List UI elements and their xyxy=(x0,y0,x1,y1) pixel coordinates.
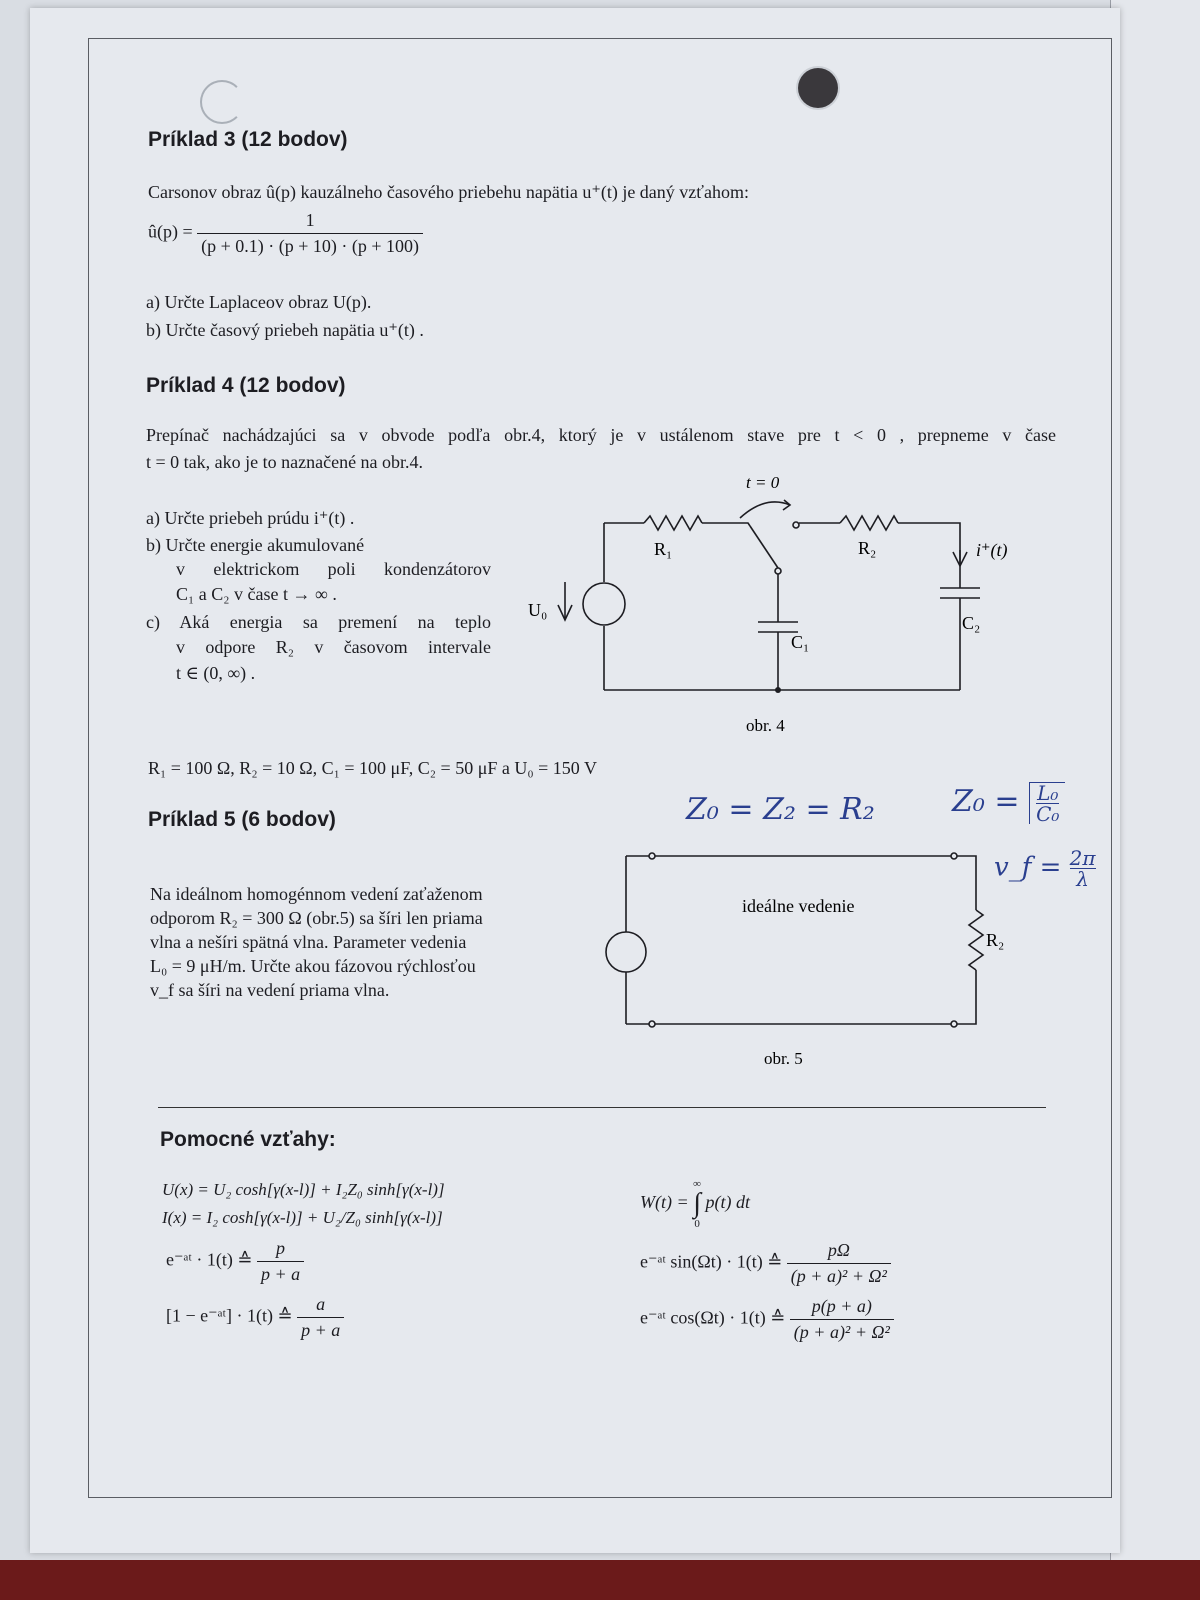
problem-4-values: R₁ = 100 Ω, R₂ = 10 Ω, C₁ = 100 μF, C₂ = 50 μF a U₀ = 150 V xyxy=(148,758,597,778)
aux-formula-exp xyxy=(166,1238,304,1285)
formula-fraction xyxy=(197,210,423,257)
aux-formula-voltage: U(x) = U₂ cosh[γ(x-l)] + I₂Z₀ sinh[γ(x-l)] xyxy=(162,1180,445,1199)
problem-5-text-line5: v_f sa šíri na vedení priama vlna. xyxy=(150,980,390,1000)
aux-f4-lhs: [1 − e⁻ᵃᵗ] · 1(t) ≙ xyxy=(166,1305,293,1326)
problem-4-task-c-line1: c) Aká energia sa premení na teplo xyxy=(146,612,491,632)
next-sheet-edge xyxy=(1110,0,1200,1560)
terminal xyxy=(951,853,957,859)
handwritten-eq-vf-num: 2π xyxy=(1069,846,1096,870)
handwritten-eq-vf-lhs: v_f = xyxy=(994,852,1062,883)
label-c1: C₁ xyxy=(791,632,810,652)
wire-top-mid xyxy=(702,523,750,526)
line-label: ideálne vedenie xyxy=(742,896,855,916)
load-wire-top xyxy=(954,856,976,910)
problem-4-task-c-line3: t ∈ (0, ∞) . xyxy=(176,663,256,683)
problem-5-text-line2: odporom R₂ = 300 Ω (obr.5) sa šíri len priama xyxy=(150,908,483,928)
problem-4-task-b-line2: v elektrickom poli kondenzátorov xyxy=(176,559,491,579)
load-wire-bottom xyxy=(954,970,976,1024)
circuit-figure-5 xyxy=(590,840,1030,1080)
handwritten-eq-vf xyxy=(994,848,1096,889)
problem-3-heading: Príklad 3 (12 bodov) xyxy=(148,128,348,151)
voltage-source-u0 xyxy=(583,583,625,625)
capacitor-c2 xyxy=(940,588,980,598)
resistor-r2-load xyxy=(969,910,983,970)
aux-f6-lhs: e⁻ᵃᵗ sin(Ωt) · 1(t) ≙ xyxy=(640,1251,783,1272)
aux-f5-lower: 0 xyxy=(694,1218,700,1230)
aux-f3-fraction xyxy=(257,1238,304,1285)
formula-numerator: 1 xyxy=(305,210,315,230)
problem-4-task-b-line1: b) Určte energie akumulované xyxy=(146,535,365,555)
terminal xyxy=(649,853,655,859)
source-circle xyxy=(606,932,646,972)
terminal xyxy=(951,1021,957,1027)
handwritten-eq-z0-num: L₀ xyxy=(1037,781,1059,805)
label-current: i⁺(t) xyxy=(976,540,1008,560)
integral-sign-icon: ∫ xyxy=(693,1188,701,1219)
problem-5-text-line4: L₀ = 9 μH/m. Určte akou fázovou rýchlosťou xyxy=(150,956,476,976)
punch-hole-mark xyxy=(200,80,244,124)
problem-4-heading: Príklad 4 (12 bodov) xyxy=(146,374,346,397)
circuit-figure-4 xyxy=(520,470,1040,760)
problem-5-heading: Príklad 5 (6 bodov) xyxy=(148,808,336,831)
junction-node xyxy=(775,687,781,693)
aux-f5-integral xyxy=(693,1178,701,1230)
handwritten-eq-impedance: Z₀ = Z₂ = R₂ xyxy=(686,792,875,827)
aux-f7-lhs: e⁻ᵃᵗ cos(Ωt) · 1(t) ≙ xyxy=(640,1307,786,1328)
aux-f5-upper: ∞ xyxy=(693,1178,701,1190)
aux-f3-lhs: e⁻ᵃᵗ · 1(t) ≙ xyxy=(166,1249,253,1270)
label-r1: R₁ xyxy=(654,539,673,559)
label-u0: U₀ xyxy=(528,600,548,620)
problem-5-text-line3: vlna a nešíri spätná vlna. Parameter vedenia xyxy=(150,932,467,952)
problem-4-intro-line1: Prepínač nachádzajúci sa v obvode podľa obr.4, ktorý je v ustálenom stave pre t < 0 , prepneme v čase xyxy=(146,425,1056,445)
punch-hole xyxy=(798,68,838,108)
problem-4-intro-line2: t = 0 tak, ako je to naznačené na obr.4. xyxy=(146,452,424,472)
problem-4-task-c-line2: v odpore R₂ v časovom intervale xyxy=(176,637,491,657)
switch-arrow-head xyxy=(783,500,790,510)
handwritten-sqrt xyxy=(1029,782,1065,824)
aux-heading: Pomocné vzťahy: xyxy=(160,1128,336,1151)
aux-formula-one-minus-exp xyxy=(166,1294,344,1341)
label-r2-load: R₂ xyxy=(986,930,1005,950)
aux-formula-sin xyxy=(640,1240,891,1287)
aux-f4-num: a xyxy=(316,1294,326,1314)
aux-f4-fraction xyxy=(297,1294,344,1341)
problem-5-text-line1: Na ideálnom homogénnom vedení zaťaženom xyxy=(150,884,483,904)
handwritten-fraction xyxy=(1070,848,1096,889)
label-r2: R₂ xyxy=(858,538,877,558)
aux-formula-cos xyxy=(640,1296,894,1343)
aux-f5-lhs: W(t) = xyxy=(640,1192,689,1213)
formula-denominator: (p + 0.1) · (p + 10) · (p + 100) xyxy=(197,233,423,257)
handwritten-eq-vf-den: λ xyxy=(1070,868,1096,889)
switch-arrow-arc xyxy=(740,502,790,518)
resistor-r1 xyxy=(644,516,702,530)
problem-3-formula xyxy=(148,210,423,257)
problem-4-task-b-line3: C₁ a C₂ v čase t → ∞ . xyxy=(176,584,337,604)
aux-f7-den: (p + a)² + Ω² xyxy=(790,1319,894,1343)
capacitor-c1 xyxy=(758,622,798,632)
handwritten-eq-z0-den: C₀ xyxy=(1036,802,1060,826)
aux-f7-num: p(p + a) xyxy=(811,1296,872,1316)
aux-f6-den: (p + a)² + Ω² xyxy=(787,1263,891,1287)
handwritten-eq-z0 xyxy=(952,782,1065,824)
aux-formula-energy xyxy=(640,1178,750,1230)
switch-label: t = 0 xyxy=(746,473,780,492)
switch-pivot xyxy=(775,568,781,574)
wire-right-top xyxy=(898,523,960,588)
aux-formula-current: I(x) = I₂ cosh[γ(x-l)] + U₂/Z₀ sinh[γ(x-l)] xyxy=(162,1208,443,1227)
handwritten-eq-z0-lhs: Z₀ = xyxy=(952,784,1020,819)
aux-f6-num: pΩ xyxy=(827,1240,850,1260)
figure-5-caption: obr. 5 xyxy=(764,1049,803,1068)
problem-4-task-a: a) Určte priebeh prúdu i⁺(t) . xyxy=(146,508,355,528)
problem-3-task-b: b) Určte časový priebeh napätia u⁺(t) . xyxy=(146,320,424,340)
switch-blade xyxy=(750,526,778,568)
formula-lhs: û(p) = xyxy=(148,221,193,242)
switch-contact xyxy=(793,522,799,528)
label-c2: C₂ xyxy=(962,613,981,633)
problem-3-task-a: a) Určte Laplaceov obraz U(p). xyxy=(146,292,372,312)
terminal xyxy=(649,1021,655,1027)
aux-f5-body: p(t) dt xyxy=(705,1192,750,1213)
problem-3-intro: Carsonov obraz û(p) kauzálneho časového priebehu napätia u⁺(t) je daný vzťahom: xyxy=(148,182,749,202)
section-divider xyxy=(158,1107,1046,1108)
aux-f6-fraction xyxy=(787,1240,891,1287)
aux-f3-den: p + a xyxy=(257,1261,304,1285)
resistor-r2 xyxy=(840,516,898,530)
figure-4-caption: obr. 4 xyxy=(746,716,785,735)
aux-f4-den: p + a xyxy=(297,1317,344,1341)
aux-f3-num: p xyxy=(276,1238,286,1258)
aux-f7-fraction xyxy=(790,1296,894,1343)
